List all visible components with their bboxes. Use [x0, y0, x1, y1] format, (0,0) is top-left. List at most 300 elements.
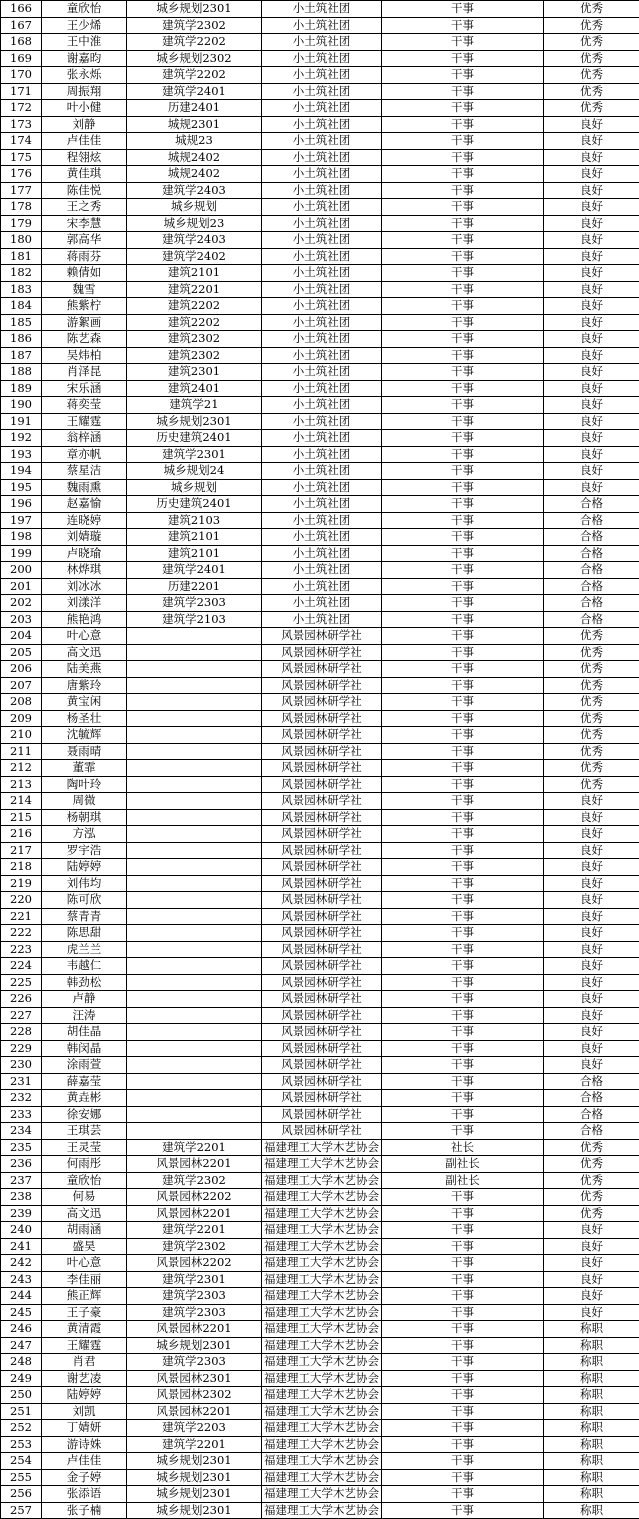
member-name: 林烨琪: [42, 562, 127, 579]
row-number: 224: [1, 958, 42, 975]
position: 干事: [382, 1040, 544, 1057]
position: 干事: [382, 479, 544, 496]
row-number: 198: [1, 529, 42, 546]
table-row: [1, 331, 639, 348]
table-row: [1, 1502, 639, 1519]
rating: 优秀: [544, 100, 639, 117]
class-name: [127, 925, 262, 942]
position: 干事: [382, 1073, 544, 1090]
club-name: 风景园林研学社: [262, 710, 382, 727]
class-name: [127, 991, 262, 1008]
row-number: 214: [1, 793, 42, 810]
club-name: 小土筑社团: [262, 50, 382, 67]
table-row: [1, 1436, 639, 1453]
row-number: 190: [1, 397, 42, 414]
table-row: [1, 776, 639, 793]
member-name: 郭高华: [42, 232, 127, 249]
class-name: 风景园林2201: [127, 1403, 262, 1420]
position: 干事: [382, 892, 544, 909]
table-row: [1, 1156, 639, 1173]
table-row: [1, 1387, 639, 1404]
club-name: 小土筑社团: [262, 232, 382, 249]
member-name: 章亦帆: [42, 446, 127, 463]
club-name: 福建理工大学木艺协会: [262, 1486, 382, 1503]
member-name: 黄佳琪: [42, 166, 127, 183]
rating: 合格: [544, 1073, 639, 1090]
rating: 称职: [544, 1321, 639, 1338]
member-name: 陶叶玲: [42, 776, 127, 793]
position: 干事: [382, 1222, 544, 1239]
rating: 良好: [544, 281, 639, 298]
row-number: 250: [1, 1387, 42, 1404]
row-number: 176: [1, 166, 42, 183]
class-name: [127, 859, 262, 876]
rating: 合格: [544, 512, 639, 529]
club-name: 福建理工大学木艺协会: [262, 1354, 382, 1371]
club-name: 小土筑社团: [262, 364, 382, 381]
class-name: [127, 892, 262, 909]
class-name: 建筑学2203: [127, 1420, 262, 1437]
member-name: 王灵莹: [42, 1139, 127, 1156]
member-name: 韦越仁: [42, 958, 127, 975]
member-name: 卢静: [42, 991, 127, 1008]
class-name: [127, 826, 262, 843]
class-name: 城规2402: [127, 166, 262, 183]
member-name: 叶小健: [42, 100, 127, 117]
position: 干事: [382, 1, 544, 18]
rating: 良好: [544, 479, 639, 496]
member-name: 陈思甜: [42, 925, 127, 942]
position: 干事: [382, 166, 544, 183]
club-name: 小土筑社团: [262, 397, 382, 414]
member-name: 肖泽昆: [42, 364, 127, 381]
member-name: 韩闵晶: [42, 1040, 127, 1057]
member-name: 叶心意: [42, 1255, 127, 1272]
position: 干事: [382, 1007, 544, 1024]
position: 干事: [382, 1255, 544, 1272]
table-row: [1, 496, 639, 513]
table-row: [1, 1469, 639, 1486]
table-row: [1, 116, 639, 133]
member-name: 虎兰兰: [42, 941, 127, 958]
member-name: 卢晓瑜: [42, 545, 127, 562]
table-row: [1, 1, 639, 18]
position: 干事: [382, 331, 544, 348]
member-name: 宋李慧: [42, 215, 127, 232]
club-name: 福建理工大学木艺协会: [262, 1321, 382, 1338]
rating: 良好: [544, 215, 639, 232]
club-name: 福建理工大学木艺协会: [262, 1205, 382, 1222]
rating: 良好: [544, 413, 639, 430]
club-name: 小土筑社团: [262, 100, 382, 117]
rating: 良好: [544, 314, 639, 331]
club-name: 小土筑社团: [262, 281, 382, 298]
class-name: 城乡规划2301: [127, 1453, 262, 1470]
club-name: 小土筑社团: [262, 34, 382, 51]
member-name: 谢艺凌: [42, 1370, 127, 1387]
class-name: 风景园林2302: [127, 1387, 262, 1404]
table-row: [1, 760, 639, 777]
club-name: 风景园林研学社: [262, 859, 382, 876]
class-name: 风景园林2202: [127, 1189, 262, 1206]
member-name: 何易: [42, 1189, 127, 1206]
club-name: 福建理工大学木艺协会: [262, 1469, 382, 1486]
club-name: 小土筑社团: [262, 496, 382, 513]
class-name: 建筑学2301: [127, 446, 262, 463]
rating: 合格: [544, 1106, 639, 1123]
position: 干事: [382, 463, 544, 480]
class-name: 风景园林2301: [127, 1370, 262, 1387]
table-row: [1, 1205, 639, 1222]
club-name: 小土筑社团: [262, 199, 382, 216]
club-name: 风景园林研学社: [262, 1090, 382, 1107]
member-name: 胡佳晶: [42, 1024, 127, 1041]
member-name: 刘伟均: [42, 875, 127, 892]
club-name: 风景园林研学社: [262, 991, 382, 1008]
table-row: [1, 1304, 639, 1321]
table-row: [1, 793, 639, 810]
position: 干事: [382, 578, 544, 595]
row-number: 248: [1, 1354, 42, 1371]
class-name: [127, 842, 262, 859]
row-number: 221: [1, 908, 42, 925]
club-name: 福建理工大学木艺协会: [262, 1172, 382, 1189]
member-name: 汪涛: [42, 1007, 127, 1024]
member-name: 熊艳鸿: [42, 611, 127, 628]
club-name: 小土筑社团: [262, 17, 382, 34]
table-row: [1, 364, 639, 381]
row-number: 187: [1, 347, 42, 364]
club-name: 小土筑社团: [262, 611, 382, 628]
rating: 良好: [544, 1007, 639, 1024]
table-row: [1, 826, 639, 843]
rating: 合格: [544, 545, 639, 562]
club-name: 小土筑社团: [262, 83, 382, 100]
class-name: 建筑2302: [127, 347, 262, 364]
row-number: 193: [1, 446, 42, 463]
table-row: [1, 859, 639, 876]
club-name: 福建理工大学木艺协会: [262, 1370, 382, 1387]
table-row: [1, 974, 639, 991]
club-name: 风景园林研学社: [262, 1007, 382, 1024]
rating: 良好: [544, 974, 639, 991]
class-name: [127, 677, 262, 694]
member-name: 王少烯: [42, 17, 127, 34]
club-name: 福建理工大学木艺协会: [262, 1288, 382, 1305]
club-name: 风景园林研学社: [262, 1073, 382, 1090]
row-number: 196: [1, 496, 42, 513]
table-row: [1, 1288, 639, 1305]
class-name: 城规2301: [127, 116, 262, 133]
club-name: 小土筑社团: [262, 182, 382, 199]
position: 干事: [382, 529, 544, 546]
class-name: [127, 1057, 262, 1074]
position: 干事: [382, 611, 544, 628]
rating: 良好: [544, 347, 639, 364]
row-number: 207: [1, 677, 42, 694]
row-number: 240: [1, 1222, 42, 1239]
club-name: 福建理工大学木艺协会: [262, 1271, 382, 1288]
table-row: [1, 430, 639, 447]
member-name: 王子豪: [42, 1304, 127, 1321]
rating: 优秀: [544, 760, 639, 777]
row-number: 169: [1, 50, 42, 67]
rating: 良好: [544, 1288, 639, 1305]
position: 干事: [382, 941, 544, 958]
row-number: 209: [1, 710, 42, 727]
class-name: 建筑2401: [127, 380, 262, 397]
position: 干事: [382, 1354, 544, 1371]
table-row: [1, 1420, 639, 1437]
table-row: [1, 611, 639, 628]
rating: 合格: [544, 611, 639, 628]
table-row: [1, 710, 639, 727]
table-row: [1, 347, 639, 364]
rating: 良好: [544, 397, 639, 414]
class-name: 历史建筑2401: [127, 496, 262, 513]
rating: 称职: [544, 1403, 639, 1420]
row-number: 166: [1, 1, 42, 18]
class-name: 建筑学2201: [127, 1436, 262, 1453]
table-row: [1, 1007, 639, 1024]
position: 干事: [382, 364, 544, 381]
club-name: 风景园林研学社: [262, 1057, 382, 1074]
row-number: 212: [1, 760, 42, 777]
position: 干事: [382, 595, 544, 612]
table-row: [1, 166, 639, 183]
rating: 合格: [544, 1123, 639, 1140]
row-number: 192: [1, 430, 42, 447]
class-name: 建筑学2401: [127, 562, 262, 579]
table-row: [1, 562, 639, 579]
class-name: [127, 644, 262, 661]
club-name: 福建理工大学木艺协会: [262, 1387, 382, 1404]
row-number: 235: [1, 1139, 42, 1156]
row-number: 256: [1, 1486, 42, 1503]
row-number: 168: [1, 34, 42, 51]
table-row: [1, 1123, 639, 1140]
member-name: 陆婷婷: [42, 1387, 127, 1404]
table-row: [1, 991, 639, 1008]
table-row: [1, 215, 639, 232]
class-name: [127, 743, 262, 760]
rating: 优秀: [544, 67, 639, 84]
class-name: [127, 694, 262, 711]
rating: 良好: [544, 842, 639, 859]
rating: 良好: [544, 232, 639, 249]
position: 干事: [382, 1337, 544, 1354]
rating: 优秀: [544, 1189, 639, 1206]
row-number: 182: [1, 265, 42, 282]
class-name: 建筑学2403: [127, 232, 262, 249]
row-number: 257: [1, 1502, 42, 1519]
table-row: [1, 727, 639, 744]
table-row: [1, 677, 639, 694]
class-name: 建筑学2301: [127, 1271, 262, 1288]
row-number: 219: [1, 875, 42, 892]
member-name: 董霏: [42, 760, 127, 777]
rating: 优秀: [544, 50, 639, 67]
row-number: 226: [1, 991, 42, 1008]
club-name: 风景园林研学社: [262, 958, 382, 975]
table-row: [1, 380, 639, 397]
table-row: [1, 1255, 639, 1272]
class-name: 城乡规划2301: [127, 1, 262, 18]
table-row: [1, 958, 639, 975]
rating: 称职: [544, 1453, 639, 1470]
row-number: 197: [1, 512, 42, 529]
club-name: 小土筑社团: [262, 595, 382, 612]
row-number: 225: [1, 974, 42, 991]
rating: 良好: [544, 298, 639, 315]
club-name: 风景园林研学社: [262, 628, 382, 645]
row-number: 199: [1, 545, 42, 562]
position: 干事: [382, 67, 544, 84]
class-name: 风景园林2201: [127, 1321, 262, 1338]
position: 干事: [382, 628, 544, 645]
position: 副社长: [382, 1156, 544, 1173]
class-name: [127, 1073, 262, 1090]
table-row: [1, 50, 639, 67]
member-name: 熊紫柠: [42, 298, 127, 315]
position: 干事: [382, 149, 544, 166]
class-name: 建筑学2302: [127, 1238, 262, 1255]
row-number: 177: [1, 182, 42, 199]
class-name: 城乡规划: [127, 479, 262, 496]
member-name: 张子楠: [42, 1502, 127, 1519]
rating: 良好: [544, 380, 639, 397]
row-number: 179: [1, 215, 42, 232]
class-name: 历建2401: [127, 100, 262, 117]
position: 干事: [382, 116, 544, 133]
table-row: [1, 314, 639, 331]
rating: 良好: [544, 941, 639, 958]
club-name: 风景园林研学社: [262, 908, 382, 925]
class-name: 建筑2101: [127, 529, 262, 546]
position: 干事: [382, 430, 544, 447]
member-name: 宋乐涵: [42, 380, 127, 397]
club-name: 小土筑社团: [262, 298, 382, 315]
rating: 合格: [544, 1090, 639, 1107]
rating: 良好: [544, 809, 639, 826]
position: 干事: [382, 1502, 544, 1519]
rating: 良好: [544, 826, 639, 843]
member-name: 高文迅: [42, 644, 127, 661]
rating: 称职: [544, 1502, 639, 1519]
club-name: 小土筑社团: [262, 529, 382, 546]
rating: 良好: [544, 1024, 639, 1041]
club-name: 小土筑社团: [262, 215, 382, 232]
rating: 良好: [544, 892, 639, 909]
club-name: 小土筑社团: [262, 1, 382, 18]
row-number: 229: [1, 1040, 42, 1057]
class-name: [127, 710, 262, 727]
table-row: [1, 1040, 639, 1057]
class-name: 城乡规划2301: [127, 1469, 262, 1486]
rating: 良好: [544, 1255, 639, 1272]
club-name: 福建理工大学木艺协会: [262, 1156, 382, 1173]
rating: 良好: [544, 1057, 639, 1074]
position: 干事: [382, 809, 544, 826]
club-name: 小土筑社团: [262, 149, 382, 166]
class-name: [127, 1007, 262, 1024]
member-name: 王之秀: [42, 199, 127, 216]
member-name: 罗宇浩: [42, 842, 127, 859]
row-number: 178: [1, 199, 42, 216]
member-name: 赖倩如: [42, 265, 127, 282]
club-name: 风景园林研学社: [262, 842, 382, 859]
row-number: 183: [1, 281, 42, 298]
club-name: 风景园林研学社: [262, 892, 382, 909]
position: 干事: [382, 314, 544, 331]
class-name: 建筑学2402: [127, 248, 262, 265]
position: 干事: [382, 1090, 544, 1107]
row-number: 173: [1, 116, 42, 133]
club-name: 风景园林研学社: [262, 644, 382, 661]
position: 干事: [382, 1238, 544, 1255]
row-number: 242: [1, 1255, 42, 1272]
position: 干事: [382, 776, 544, 793]
position: 干事: [382, 446, 544, 463]
table-row: [1, 512, 639, 529]
rating: 良好: [544, 1304, 639, 1321]
table-row: [1, 1486, 639, 1503]
member-name: 刘婧璇: [42, 529, 127, 546]
row-number: 170: [1, 67, 42, 84]
member-name: 熊正辉: [42, 1288, 127, 1305]
table-row: [1, 265, 639, 282]
row-number: 237: [1, 1172, 42, 1189]
class-name: 城乡规划24: [127, 463, 262, 480]
rating: 称职: [544, 1387, 639, 1404]
club-name: 小土筑社团: [262, 314, 382, 331]
row-number: 239: [1, 1205, 42, 1222]
member-name: 丁婧妍: [42, 1420, 127, 1437]
rating: 称职: [544, 1337, 639, 1354]
row-number: 215: [1, 809, 42, 826]
table-row: [1, 133, 639, 150]
position: 干事: [382, 1189, 544, 1206]
member-name: 程翎炫: [42, 149, 127, 166]
class-name: [127, 628, 262, 645]
row-number: 186: [1, 331, 42, 348]
table-row: [1, 743, 639, 760]
club-name: 风景园林研学社: [262, 1123, 382, 1140]
class-name: 建筑学2303: [127, 1354, 262, 1371]
member-name: 叶心意: [42, 628, 127, 645]
position: 干事: [382, 842, 544, 859]
member-name: 黄宝闲: [42, 694, 127, 711]
row-number: 189: [1, 380, 42, 397]
club-name: 风景园林研学社: [262, 1040, 382, 1057]
club-name: 小土筑社团: [262, 562, 382, 579]
position: 干事: [382, 1387, 544, 1404]
rating: 优秀: [544, 727, 639, 744]
position: 干事: [382, 1321, 544, 1338]
member-name: 王耀霆: [42, 413, 127, 430]
row-number: 211: [1, 743, 42, 760]
rating: 良好: [544, 1040, 639, 1057]
club-name: 风景园林研学社: [262, 743, 382, 760]
row-number: 249: [1, 1370, 42, 1387]
member-name: 张永烁: [42, 67, 127, 84]
position: 干事: [382, 1403, 544, 1420]
class-name: 城乡规划2301: [127, 1502, 262, 1519]
row-number: 205: [1, 644, 42, 661]
rating: 优秀: [544, 17, 639, 34]
club-name: 小土筑社团: [262, 479, 382, 496]
row-number: 206: [1, 661, 42, 678]
